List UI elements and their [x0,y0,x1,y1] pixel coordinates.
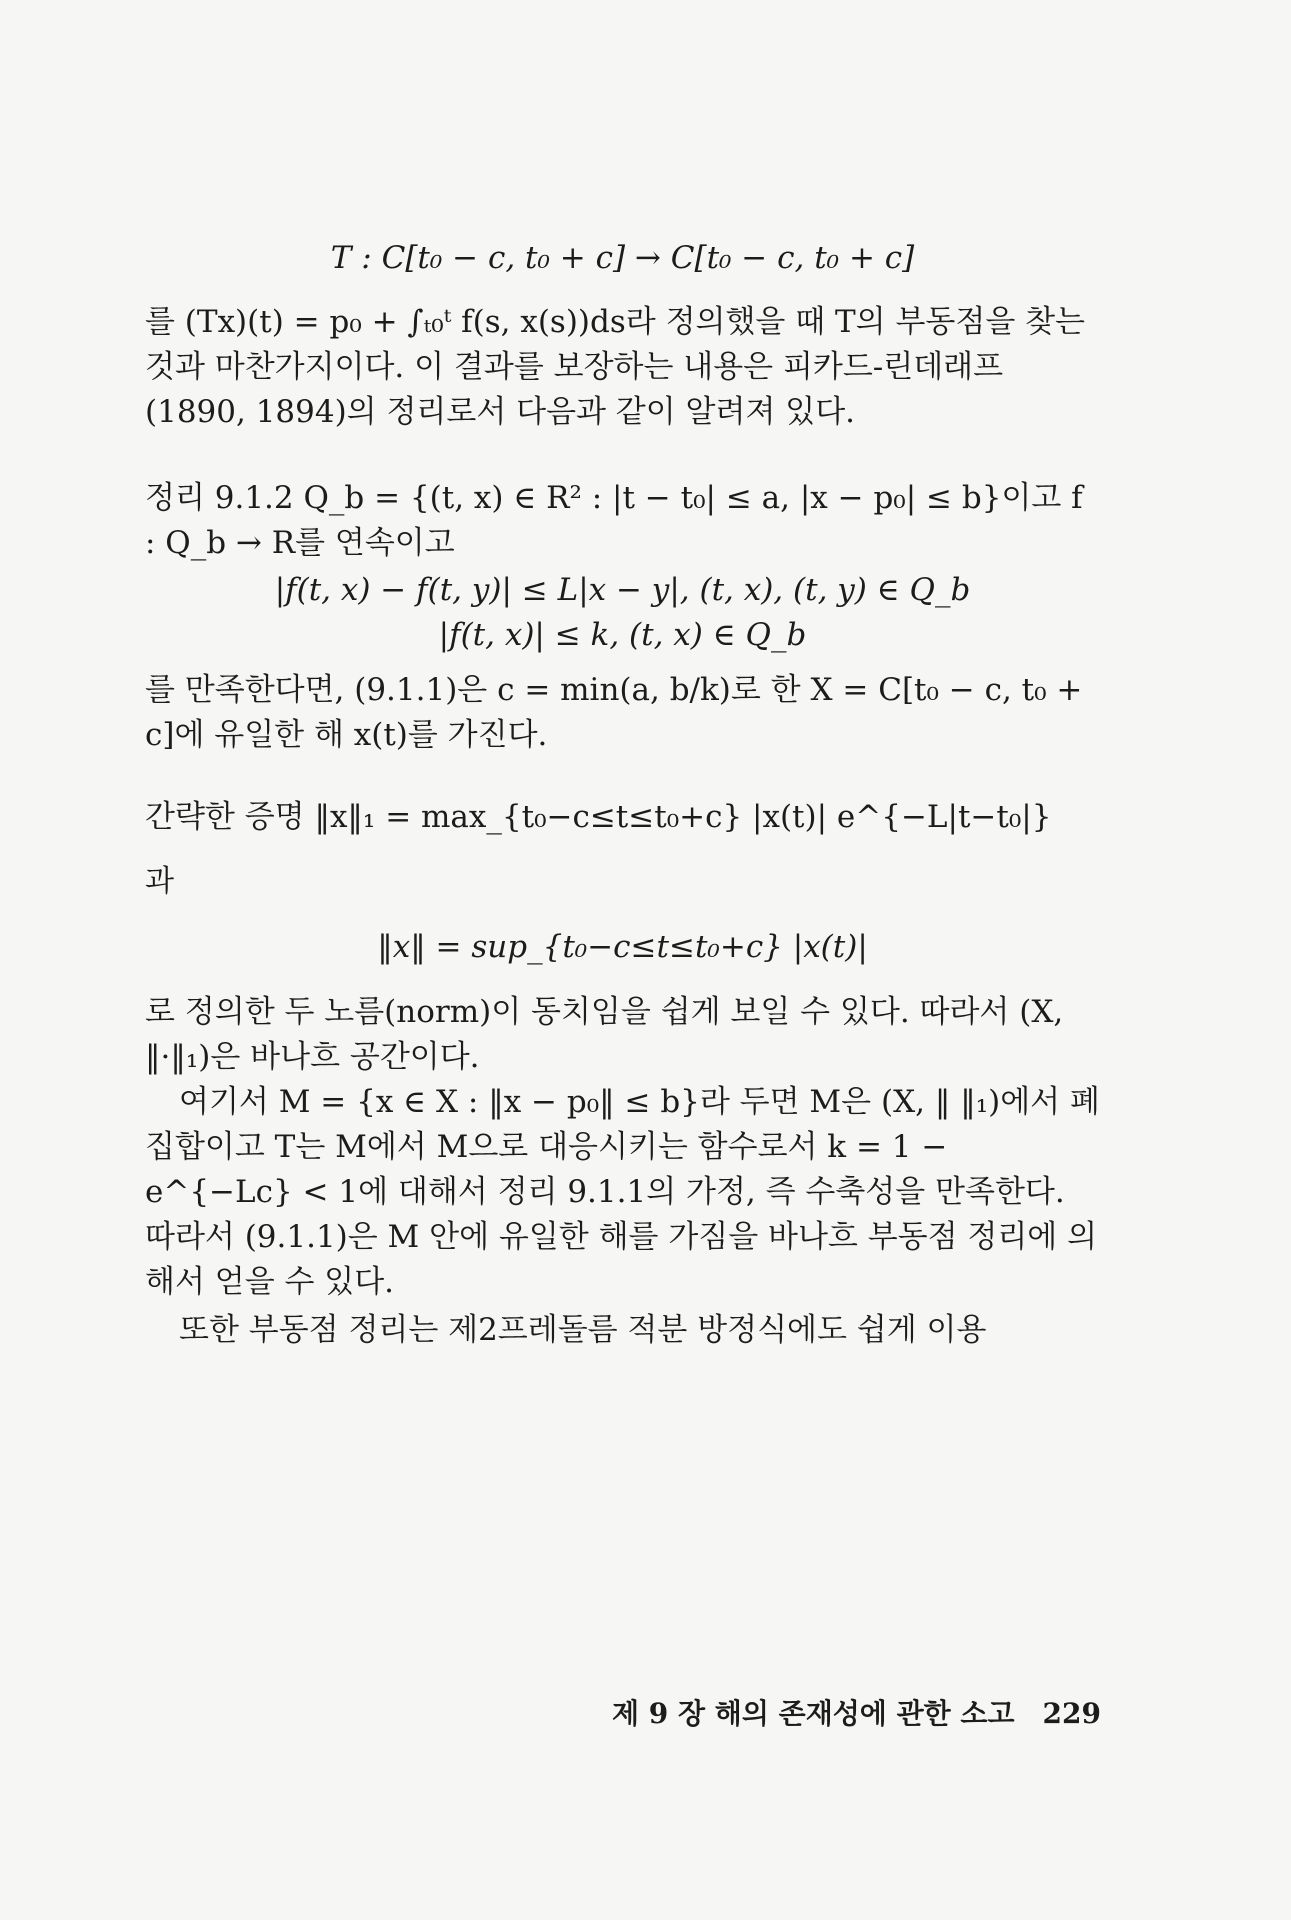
page-number: 229 [1042,1697,1101,1730]
condition-bound: |f(t, x)| ≤ k, (t, x) ∈ Q_b [438,617,807,653]
sup-norm: ‖x‖ = sup_{t₀−c≤t≤t₀+c} |x(t)| [377,929,868,965]
chapter-title: 제 9 장 해의 존재성에 관한 소고 [611,1697,1015,1730]
paragraph-1: 를 (Tx)(t) = p₀ + ∫ₜ₀ᵗ f(s, x(s))ds라 정의했을 때 T의 부동점을 찾는 것과 마찬가지이다. 이 결과를 보장하는 내용은 피카드-린데래프(1890, 1894)의 정리로서 다음과 같이 알려져 있다. [145,304,1086,430]
proof-intro: 간략한 증명 ‖x‖₁ = max_{t₀−c≤t≤t₀+c} |x(t)| e^{−L|t−t₀|} [145,799,1052,835]
paragraph-2: 로 정의한 두 노름(norm)이 동치임을 쉽게 보일 수 있다. 따라서 (X, ‖·‖₁)은 바나흐 공간이다. [145,994,1064,1075]
theorem-statement: 정리 9.1.2 Q_b = {(t, x) ∈ R² : |t − t₀| ≤ a, |x − p₀| ≤ b}이고 f : Q_b → R를 연속이고 [145,480,1083,561]
paragraph-3: 여기서 M = {x ∈ X : ‖x − p₀‖ ≤ b}라 두면 M은 (X, ‖ ‖₁)에서 폐집합이고 T는 M에서 M으로 대응시키는 함수로서 k = 1 − e^{−Lc} < 1에 대해서 정리 9.1.1의 가정, 즉 수축성을 만족한다. 따라서 (9.1.1)은 M 안에 유일한 해를 가짐을 바나흐 부동점 정리에 의해서 얻을 수 있다. [145,1084,1100,1300]
running-footer [584,1692,1101,1732]
condition-lipschitz: |f(t, x) − f(t, y)| ≤ L|x − y|, (t, x), (t, y) ∈ Q_b [274,572,971,608]
equation-map: T : C[t₀ − c, t₀ + c] → C[t₀ − c, t₀ + c] [330,240,915,276]
theorem-conclusion: 를 만족한다면, (9.1.1)은 c = min(a, b/k)로 한 X = C[t₀ − c, t₀ + c]에 유일한 해 x(t)를 가진다. [145,672,1083,753]
conjunction: 과 [145,864,174,899]
paragraph-4: 또한 부동점 정리는 제2프레돌름 적분 방정식에도 쉽게 이용 [179,1312,987,1348]
